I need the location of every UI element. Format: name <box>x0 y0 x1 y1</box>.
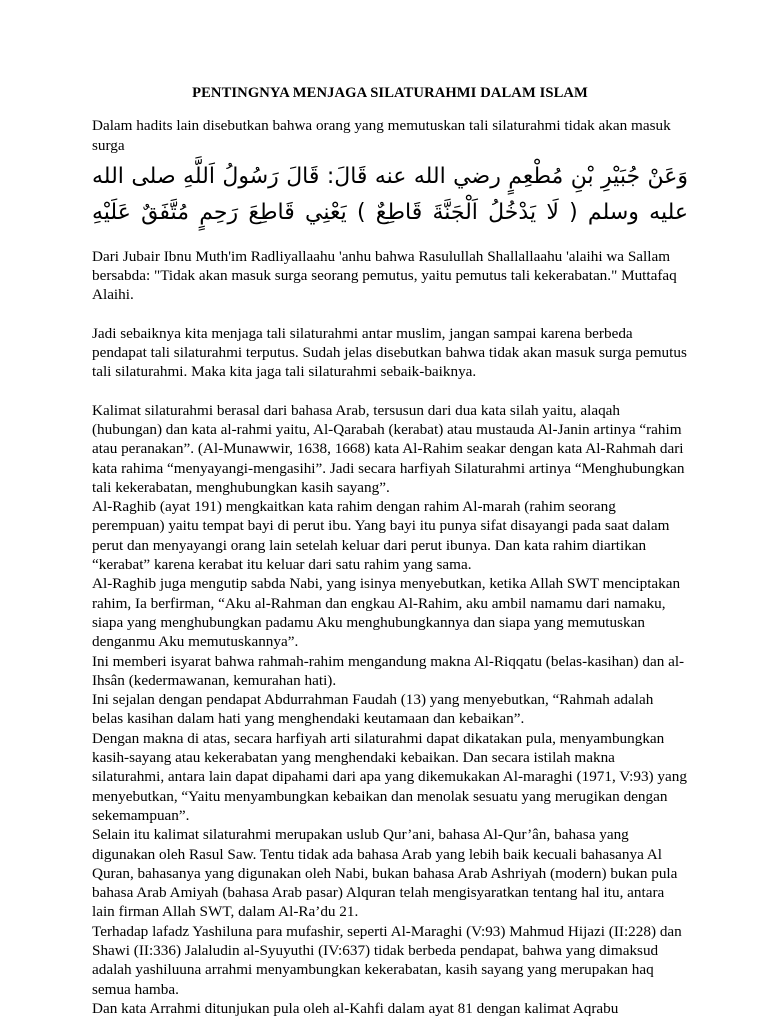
arabic-line: وَعَنْ جُبَيْرِ بْنِ مُطْعِمٍ رضي الله عنه قَالَ: قَالَ رَسُولُ اَللَّهِ صلى الله <box>92 163 688 189</box>
body-paragraph: Terhadap lafadz Yashiluna para mufashir, seperti Al-Maraghi (V:93) Mahmud Hijazi (II:228) dan Shawi (II:336) Jalaludin al-Syuyuthi (IV:637) tidak berbeda pendapat, bahwa yang dimaksud adalah yashiluuna arrahmi menyambungkan kekerabatan, kasih sayang yang merupakan haq semua hamba. <box>92 922 682 998</box>
body-paragraph: Selain itu kalimat silaturahmi merupakan uslub Qur’ani, bahasa Al-Qur’ân, bahasa yang digunakan oleh Rasul Saw. Tentu tidak ada bahasa Arab yang lebih baik kecuali bahasanya Al Quran, bahasanya yang digunakan oleh Nabi, bukan bahasa Arab Ashriyah (modern) bukan pula bahasa Arab Amiyah (bahasa Arab pasar) Alquran telah mengisyaratkan tentang hal itu, antara lain firman Allah SWT, dalam Al-Ra’du 21. <box>92 826 678 921</box>
body-paragraph: Ini memberi isyarat bahwa rahmah-rahim mengandung makna Al-Riqqatu (belas-kasihan) dan al-Ihsân (kedermawanan, kemurahan hati). <box>92 652 685 689</box>
document-title: PENTINGNYA MENJAGA SILATURAHMI DALAM ISLAM <box>192 85 588 101</box>
intro-paragraph: Dalam hadits lain disebutkan bahwa orang yang memutuskan tali silaturahmi tidak akan masuk surga <box>92 117 671 154</box>
document-page <box>92 84 688 1018</box>
arabic-hadith <box>92 159 688 231</box>
arabic-line: عليه وسلم ( لَا يَدْخُلُ اَلْجَنَّةَ قَاطِعٌ ) يَعْنِي قَاطِعَ رَحِمٍ مُتَّفَقٌ عَلَيْهِ <box>92 199 688 225</box>
body-paragraph: Al-Raghib juga mengutip sabda Nabi, yang isinya menyebutkan, ketika Allah SWT menciptakan rahim, Ia berfirman, “Aku al-Rahman dan engkau Al-Rahim, aku ambil namamu dari namaku, siapa yang menghubungkan padamu Aku menghubungkannya dan siapa yang memutuskan denganmu Aku memutuskannya”. <box>92 575 681 651</box>
body-paragraph: Ini sejalan dengan pendapat Abdurrahman Faudah (13) yang menyebutkan, “Rahmah adalah belas kasihan dalam hati yang menghendaki keutamaan dan kebaikan”. <box>92 691 654 728</box>
body-paragraph: Kalimat silaturahmi berasal dari bahasa Arab, tersusun dari dua kata silah yaitu, alaqah (hubungan) dan kata al-rahmi yaitu, Al-Qarabah (kerabat) atau mustauda Al-Janin artinya “rahim atau peranakan”. (Al-Munawwir, 1638, 1668) kata Al-Rahim seakar dengan kata Al-Rahmah dari kata rahima “menyayangi-mengasihi”. Jadi secara harfiyah Silaturahmi artinya “Menghubungkan tali kekerabatan, menghubungkan kasih sayang”. <box>92 401 685 496</box>
paragraph-conclusion: Jadi sebaiknya kita menjaga tali silaturahmi antar muslim, jangan sampai karena berbeda pendapat tali silaturahmi terputus. Sudah jelas disebutkan bahwa tidak akan masuk surga pemutus tali silaturahmi. Maka kita jaga tali silaturahmi sebaik-baiknya. <box>92 324 687 381</box>
body-paragraph: Dan kata Arrahmi ditunjukan pula oleh al-Kahfi dalam ayat 81 dengan kalimat Aqrabu <box>92 999 619 1017</box>
body-paragraph: Al-Raghib (ayat 191) mengkaitkan kata rahim dengan rahim Al-marah (rahim seorang perempuan) yaitu tempat bayi di perut ibu. Yang bayi itu punya sifat disayangi pada saat dalam perut dan menyayangi orang lain setelah keluar dari perut ibunya. Dan kata rahim diartikan “kerabat” karena kerabat itu keluar dari satu rahim yang sama. <box>92 498 670 574</box>
hadith-translation: Dari Jubair Ibnu Muth'im Radliyallaahu 'anhu bahwa Rasulullah Shallallaahu 'alaihi wa Sallam bersabda: "Tidak akan masuk surga seorang pemutus, yaitu pemutus tali kekerabatan." Muttafaq Alaihi. <box>92 247 677 304</box>
body-paragraph: Dengan makna di atas, secara harfiyah arti silaturahmi dapat dikatakan pula, menyambungkan kasih-sayang atau kekerabatan yang menghendaki kebaikan. Dan secara istilah makna silaturahmi, antara lain dapat dipahami dari apa yang dikemukakan Al-maraghi (1971, V:93) yang menyebutkan, “Yaitu menyambungkan kebaikan dan menolak sesuatu yang merugikan dengan sekemampuan”. <box>92 729 687 824</box>
